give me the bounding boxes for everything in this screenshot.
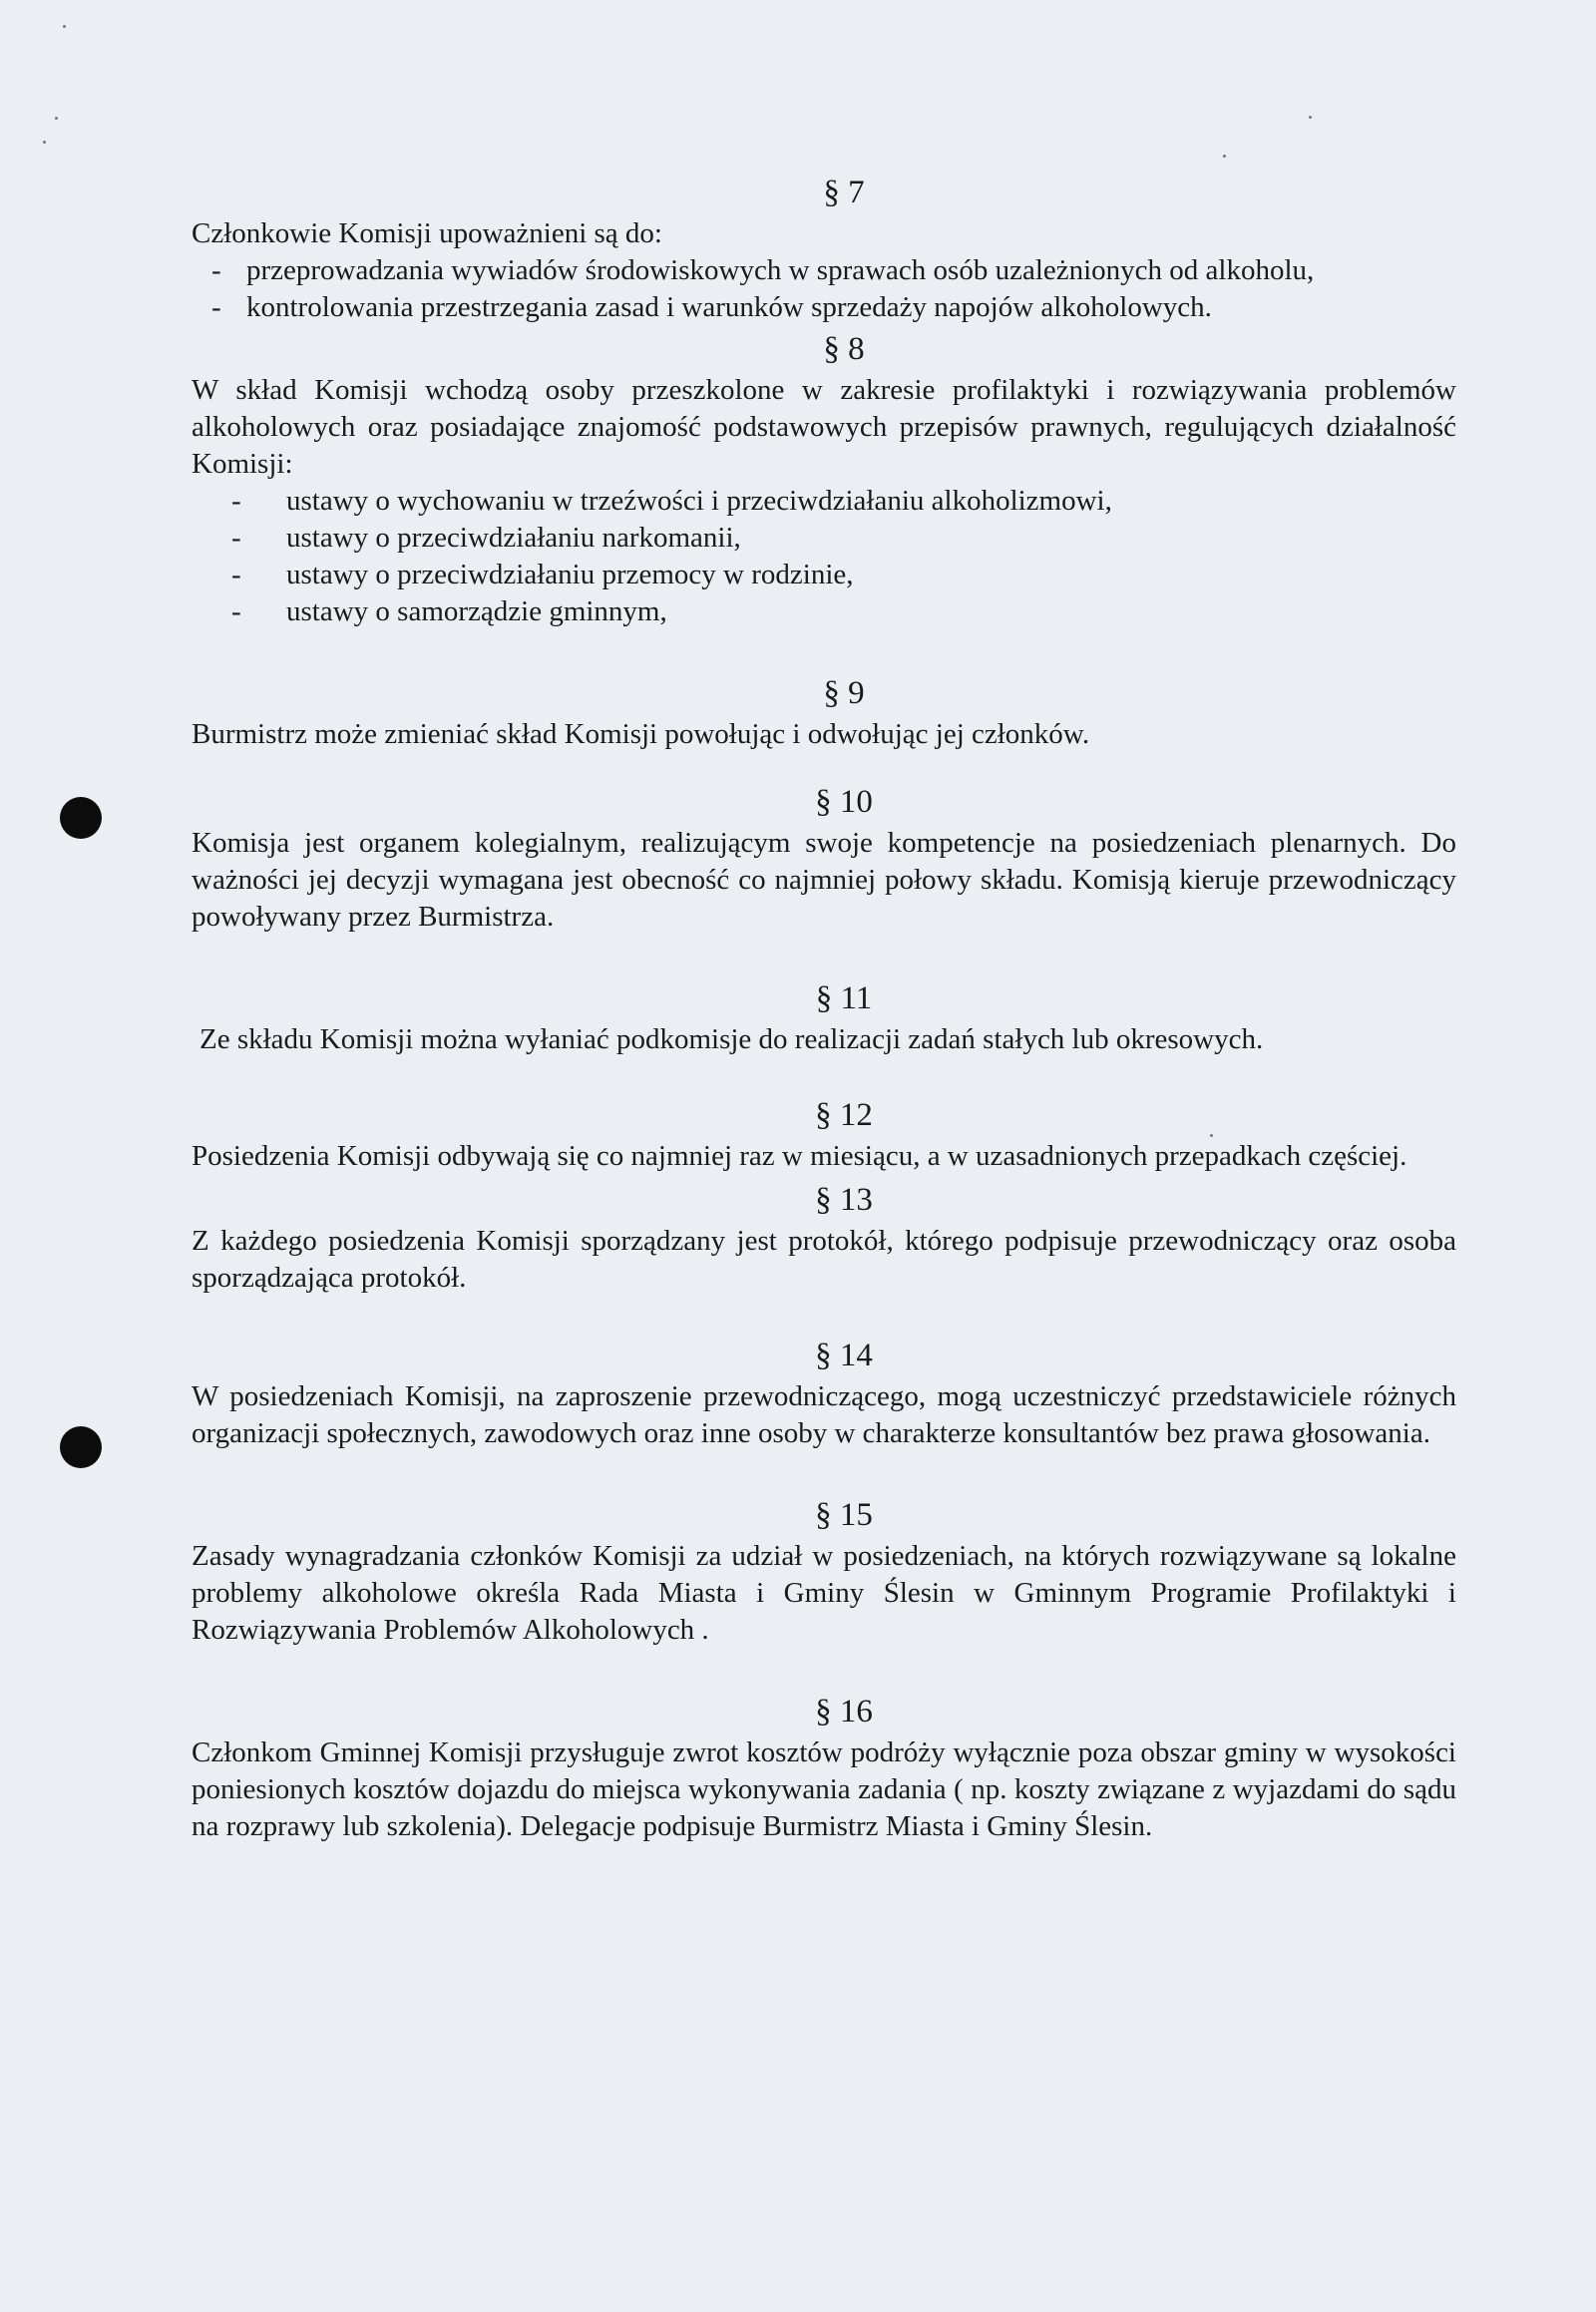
section-11 (192, 975, 1456, 1058)
section-list (192, 252, 1456, 326)
section-heading: § 13 (815, 1182, 873, 1218)
section-10 (192, 779, 1456, 936)
section-16 (192, 1689, 1456, 1845)
section-7 (192, 170, 1456, 326)
section-14 (192, 1333, 1456, 1452)
list-item (192, 557, 1456, 593)
section-text: W posiedzeniach Komisji, na zaproszenie przewodniczącego, mogą uczestniczyć przedstawiciele różnych organizacji społecznych, zawodowych oraz inne osoby w charakterze konsultantów bez prawa głosowania. (192, 1380, 1456, 1449)
section-heading: § 16 (815, 1694, 873, 1730)
section-13 (192, 1177, 1456, 1297)
section-text: Komisja jest organem kolegialnym, realizującym swoje kompetencje na posiedzeniach plenarnych. Do ważności jej decyzji wymagana jest obecność co najmniej połowy składu. Komisją kieruje przewodniczący powoływany przez Burmistrza. (192, 827, 1456, 933)
section-heading: § 12 (815, 1097, 873, 1133)
list-item (192, 483, 1456, 520)
list-item-text: kontrolowania przestrzegania zasad i warunków sprzedaży napojów alkoholowych. (246, 291, 1212, 323)
list-item-text: ustawy o samorządzie gminnym, (286, 595, 667, 627)
list-item (192, 593, 1456, 630)
section-12 (192, 1092, 1456, 1175)
section-text: Z każdego posiedzenia Komisji sporządzany jest protokół, którego podpisuje przewodniczący oraz osoba sporządzająca protokół. (192, 1225, 1456, 1294)
section-text: Zasady wynagradzania członków Komisji za udział w posiedzeniach, na których rozwiązywane są lokalne problemy alkoholowe określa Rada Miasta i Gminy Ślesin w Gminnym Programie Profilaktyki i Rozwiązywania Problemów Alkoholowych . (192, 1540, 1456, 1646)
dash-mark: - (231, 595, 241, 627)
section-list (192, 483, 1456, 630)
section-heading: § 9 (823, 675, 865, 711)
dash-mark: - (231, 522, 241, 554)
list-item (192, 252, 1456, 289)
list-item-text: ustawy o przeciwdziałaniu przemocy w rodzinie, (286, 559, 854, 590)
list-item-text: ustawy o przeciwdziałaniu narkomanii, (286, 522, 741, 554)
section-text: W skład Komisji wchodzą osoby przeszkolone w zakresie profilaktyki i rozwiązywania problemów alkoholowych oraz posiadające znajomość podstawowych przepisów prawnych, regulujących działalność Komisji: (192, 374, 1456, 480)
dash-mark: - (231, 559, 241, 590)
list-item (192, 289, 1456, 326)
section-heading: § 10 (815, 784, 873, 820)
section-9 (192, 670, 1456, 753)
dash-mark: - (211, 254, 221, 286)
section-text: Posiedzenia Komisji odbywają się co najmniej raz w miesiącu, a w uzasadnionych przepadkach częściej. (192, 1140, 1407, 1172)
section-8 (192, 326, 1456, 630)
section-text: Burmistrz może zmieniać skład Komisji powołując i odwołując jej członków. (192, 718, 1090, 750)
section-heading: § 14 (815, 1338, 873, 1373)
section-intro: Członkowie Komisji upoważnieni są do: (192, 217, 662, 249)
dash-mark: - (211, 291, 221, 323)
dash-mark: - (231, 485, 241, 517)
section-heading: § 11 (815, 980, 873, 1016)
section-heading: § 8 (823, 331, 865, 367)
list-item-text: przeprowadzania wywiadów środowiskowych w sprawach osób uzależnionych od alkoholu, (246, 254, 1315, 286)
section-text: Członkom Gminnej Komisji przysługuje zwrot kosztów podróży wyłącznie poza obszar gminy w wysokości poniesionych kosztów dojazdu do miejsca wykonywania zadania ( np. koszty związane z wyjazdami do sądu na rozprawy lub szkolenia). Delegacje podpisuje Burmistrz Miasta i Gminy Ślesin. (192, 1736, 1456, 1842)
list-item (192, 520, 1456, 557)
section-15 (192, 1492, 1456, 1649)
section-heading: § 7 (823, 175, 865, 210)
list-item-text: ustawy o wychowaniu w trzeźwości i przeciwdziałaniu alkoholizmowi, (286, 485, 1112, 517)
section-text: Ze składu Komisji można wyłaniać podkomisje do realizacji zadań stałych lub okresowych. (200, 1023, 1264, 1055)
section-heading: § 15 (815, 1497, 873, 1533)
